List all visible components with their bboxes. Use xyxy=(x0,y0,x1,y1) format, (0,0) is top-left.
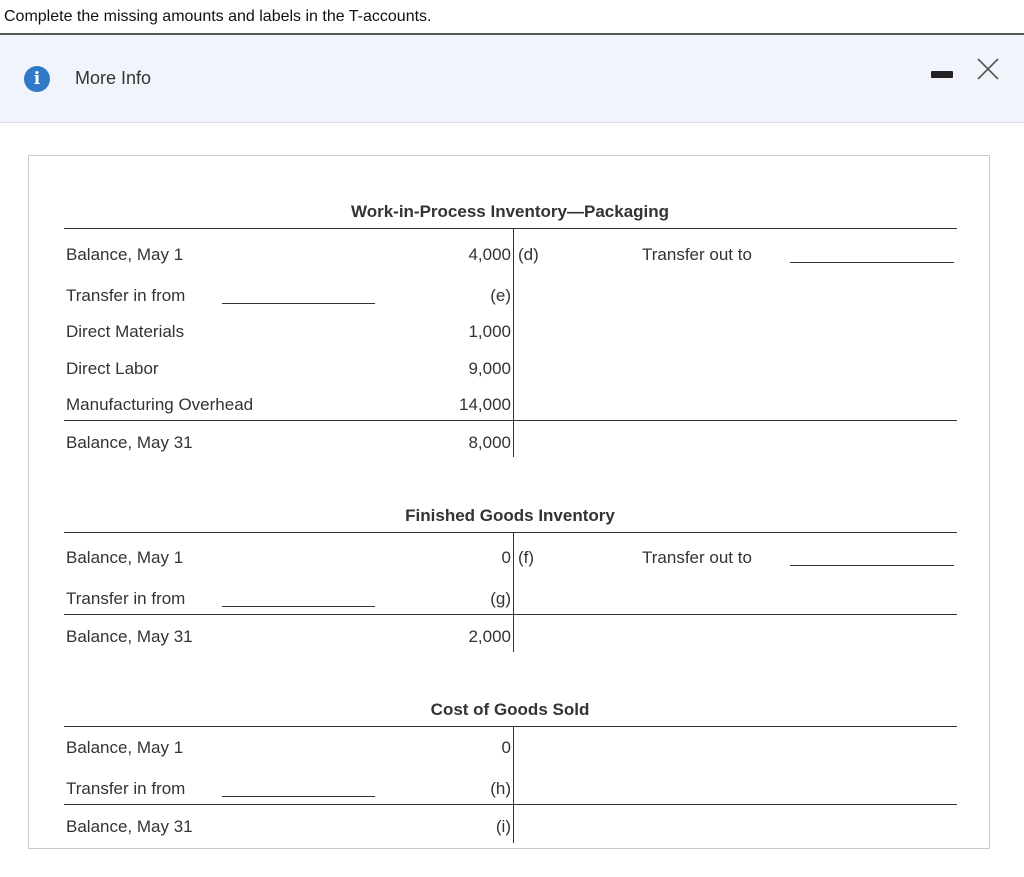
cogs-debit-label: Balance, May 1 xyxy=(66,738,184,757)
wip-credit-label: Transfer out to xyxy=(642,245,752,264)
wip-center-line xyxy=(513,229,514,457)
wip-credit-amount: (d) xyxy=(518,245,539,264)
fg-debit-label: Transfer in from xyxy=(66,589,186,608)
wip-debit-amount: (e) xyxy=(490,286,511,305)
dialog-title: More Info xyxy=(75,68,152,88)
fg-transfer-out-blank[interactable] xyxy=(790,565,954,566)
fg-debit-amount: 0 xyxy=(501,548,511,567)
wip-top-rule xyxy=(64,228,957,229)
wip-total-rule xyxy=(64,420,957,421)
wip-transfer-out-blank[interactable] xyxy=(790,262,954,263)
wip-debit-label: Balance, May 1 xyxy=(66,245,184,264)
cogs-total-rule xyxy=(64,804,957,805)
wip-account-title: Work-in-Process Inventory—Packaging xyxy=(350,202,670,221)
fg-ending-label: Balance, May 31 xyxy=(66,627,193,646)
fg-account-title: Finished Goods Inventory xyxy=(405,506,615,525)
wip-ending-amount: 8,000 xyxy=(468,433,511,452)
wip-debit-amount: 9,000 xyxy=(468,359,511,378)
cogs-ending-label: Balance, May 31 xyxy=(66,817,193,836)
cogs-account-title: Cost of Goods Sold xyxy=(430,700,590,719)
info-icon: i xyxy=(24,66,50,92)
cogs-debit-label: Transfer in from xyxy=(66,779,186,798)
wip-debit-label: Manufacturing Overhead xyxy=(66,395,254,414)
cogs-top-rule xyxy=(64,726,957,727)
wip-debit-label: Transfer in from xyxy=(66,286,186,305)
fg-debit-amount: (g) xyxy=(490,589,511,608)
wip-debit-label: Direct Labor xyxy=(66,359,159,378)
cogs-debit-amount: (h) xyxy=(490,779,511,798)
fg-credit-label: Transfer out to xyxy=(642,548,752,567)
fg-center-line xyxy=(513,533,514,652)
fg-transfer-in-blank[interactable] xyxy=(222,606,375,607)
instruction-text: Complete the missing amounts and labels in the T-accounts. xyxy=(4,8,432,25)
wip-debit-amount: 1,000 xyxy=(468,322,511,341)
info-header xyxy=(0,35,1024,123)
wip-ending-label: Balance, May 31 xyxy=(66,433,193,452)
cogs-debit-amount: 0 xyxy=(501,738,511,757)
wip-transfer-in-blank[interactable] xyxy=(222,303,375,304)
fg-credit-amount: (f) xyxy=(518,548,535,567)
fg-debit-label: Balance, May 1 xyxy=(66,548,184,567)
minimize-icon[interactable] xyxy=(931,71,953,78)
fg-ending-amount: 2,000 xyxy=(468,627,511,646)
cogs-center-line xyxy=(513,727,514,843)
close-icon[interactable] xyxy=(976,57,1000,81)
fg-total-rule xyxy=(64,614,957,615)
fg-top-rule xyxy=(64,532,957,533)
cogs-ending-amount: (i) xyxy=(495,817,511,836)
wip-debit-label: Direct Materials xyxy=(66,322,185,341)
cogs-transfer-in-blank[interactable] xyxy=(222,796,375,797)
wip-debit-amount: 14,000 xyxy=(459,395,511,414)
wip-debit-amount: 4,000 xyxy=(468,245,511,264)
